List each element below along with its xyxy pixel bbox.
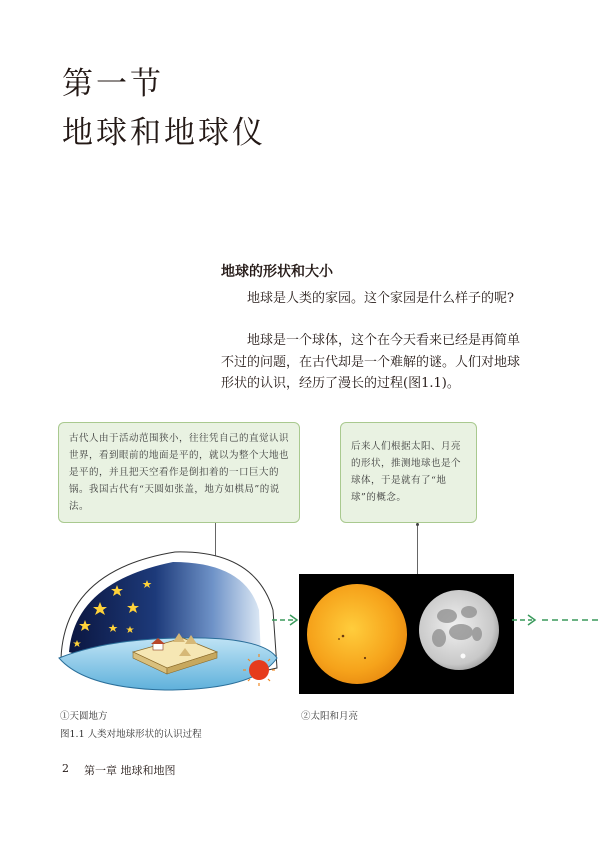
subheading: 地球的形状和大小	[221, 264, 333, 280]
sun-moon-photo	[299, 574, 514, 694]
leader-line-2	[417, 523, 418, 576]
note-ancient-view: 古代人由于活动范围狭小，往往凭自己的直觉认识世界，看到眼前的地面是平的，就以为整个大地也是平的，并且把天空看作是倒扣着的一口巨大的锅。我国古代有“天圆如张盖，地方如棋局”的说法。	[58, 422, 300, 523]
panel1-caption: ①天圆地方	[60, 711, 108, 722]
arrow-right-icon	[512, 614, 600, 626]
sun-disc	[307, 584, 407, 684]
section-number: 第一节	[62, 66, 164, 102]
note-later-view: 后来人们根据太阳、月亮的形状，推测地球也是个球体，于是就有了“地球”的概念。	[340, 422, 477, 523]
leader-dot-2	[416, 523, 419, 526]
paragraph-1: 地球是人类的家园。这个家园是什么样子的呢?	[247, 291, 514, 306]
dome-illustration	[55, 540, 285, 700]
arrow-right-icon	[272, 614, 302, 626]
panel2-caption: ②太阳和月亮	[301, 711, 359, 722]
paragraph-2: 地球是一个球体，这个在今天看来已经是再简单不过的问题，在古代却是一个难解的谜。人们对地球形状的认识，经历了漫长的过程(图1.1)。	[221, 333, 521, 391]
figure-caption: 图1.1 人类对地球形状的认识过程	[60, 729, 202, 740]
chapter-title: 第一章 地球和地图	[84, 764, 176, 777]
section-title: 地球和地球仪	[62, 115, 266, 151]
page-number: 2	[62, 762, 69, 775]
